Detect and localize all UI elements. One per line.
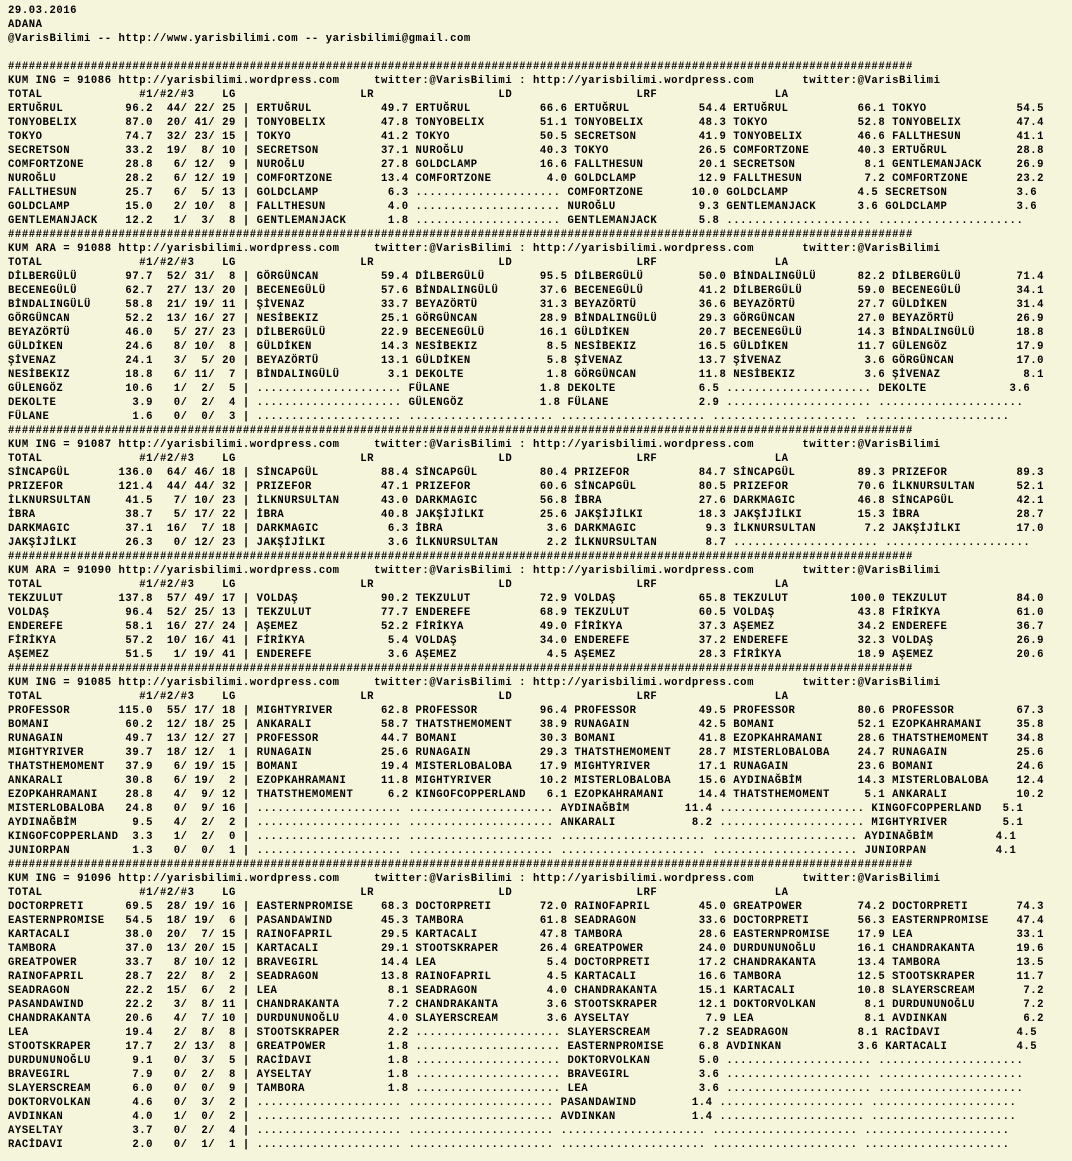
race-block [8,550,1072,662]
table-row: JAKŞİJİLKI 26.3 0/ 12/ 23 | JAKŞİJİLKI 3.6 İLKNURSULTAN 2.2 İLKNURSULTAN 8.7 ..................... ..................... [8,537,1031,549]
race-block [8,60,1072,228]
column-header: TOTAL #1/#2/#3 LG LR LD LRF LA [8,887,789,899]
table-row: TOKYO 74.7 32/ 23/ 15 | TOKYO 41.2 TOKYO 50.5 SECRETSON 41.9 TONYOBELIX 46.6 FALLTHESUN 41.1 [8,131,1045,143]
table-row: AYDINAĞBİM 9.5 4/ 2/ 2 | ..................... ..................... ANKARALI 8.2 ..................... MIGHTYRIVER 5.1 [8,817,1024,829]
column-header: TOTAL #1/#2/#3 LG LR LD LRF LA [8,579,789,591]
table-row: PROFESSOR 115.0 55/ 17/ 18 | MIGHTYRIVER 62.8 PROFESSOR 96.4 PROFESSOR 49.5 PROFESSOR 80.6 PROFESSOR 67.3 [8,705,1045,717]
header-contact: @VarisBilimi -- http://www.yarisbilimi.com -- yarisbilimi@gmail.com [8,33,471,45]
table-row: BOMANI 60.2 12/ 18/ 25 | ANKARALI 58.7 THATSTHEMOMENT 38.9 RUNAGAIN 42.5 BOMANI 52.1 EZOPKAHRAMANI 35.8 [8,719,1045,731]
column-header: TOTAL #1/#2/#3 LG LR LD LRF LA [8,691,789,703]
race-title: KUM ING = 91096 http://yarisbilimi.wordpress.com twitter:@VarisBilimi : http://yarisbilimi.wordpress.com twitter:@VarisBilimi [8,873,941,885]
table-row: DURDUNUNOĞLU 9.1 0/ 3/ 5 | RACİDAVI 1.8 ..................... DOKTORVOLKAN 5.0 ..................... ..................... [8,1055,1024,1067]
separator-line: ################################################################################################################################### [8,425,913,437]
table-row: SECRETSON 33.2 19/ 8/ 10 | SECRETSON 37.1 NUROĞLU 40.3 TOKYO 26.5 COMFORTZONE 40.3 ERTUĞRUL 28.8 [8,145,1045,157]
table-row: GREATPOWER 33.7 8/ 10/ 12 | BRAVEGIRL 14.4 LEA 5.4 DOCTORPRETI 17.2 CHANDRAKANTA 13.4 TAMBORA 13.5 [8,957,1045,969]
table-row: RAINOFAPRIL 28.7 22/ 8/ 2 | SEADRAGON 13.8 RAINOFAPRIL 4.5 KARTACALI 16.6 TAMBORA 12.5 STOOTSKRAPER 11.7 [8,971,1045,983]
header-city: ADANA [8,19,43,31]
table-row: EZOPKAHRAMANI 28.8 4/ 9/ 12 | THATSTHEMOMENT 6.2 KINGOFCOPPERLAND 6.1 EZOPKAHRAMANI 14.4 THATSTHEMOMENT 5.1 ANKARALI 10.2 [8,789,1045,801]
table-row: İLKNURSULTAN 41.5 7/ 10/ 23 | İLKNURSULTAN 43.0 DARKMAGIC 56.8 İBRA 27.6 DARKMAGIC 46.8 SİNCAPGÜL 42.1 [8,495,1045,507]
race-block [8,424,1072,550]
table-row: LEA 19.4 2/ 8/ 8 | STOOTSKRAPER 2.2 ..................... SLAYERSCREAM 7.2 SEADRAGON 8.1 RACİDAVI 4.5 [8,1027,1038,1039]
table-row: NESİBEKIZ 18.8 6/ 11/ 7 | BİNDALINGÜLÜ 3.1 DEKOLTE 1.8 GÖRGÜNCAN 11.8 NESİBEKIZ 3.6 ŞİVENAZ 8.1 [8,369,1045,381]
table-row: BİNDALINGÜLÜ 58.8 21/ 19/ 11 | ŞİVENAZ 33.7 BEYAZÖRTÜ 31.3 BEYAZÖRTÜ 36.6 BEYAZÖRTÜ 27.7 GÜLDİKEN 31.4 [8,299,1045,311]
table-row: FİRİKYA 57.2 10/ 16/ 41 | FİRİKYA 5.4 VOLDAŞ 34.0 ENDEREFE 37.2 ENDEREFE 32.3 VOLDAŞ 26.9 [8,635,1045,647]
race-title: KUM ARA = 91090 http://yarisbilimi.wordpress.com twitter:@VarisBilimi : http://yarisbilimi.wordpress.com twitter:@VarisBilimi [8,565,941,577]
table-row: DARKMAGIC 37.1 16/ 7/ 18 | DARKMAGIC 6.3 İBRA 3.6 DARKMAGIC 9.3 İLKNURSULTAN 7.2 JAKŞİJİLKI 17.0 [8,523,1045,535]
separator-line: ################################################################################################################################### [8,229,913,241]
race-title: KUM ARA = 91088 http://yarisbilimi.wordpress.com twitter:@VarisBilimi : http://yarisbilimi.wordpress.com twitter:@VarisBilimi [8,243,941,255]
table-row: THATSTHEMOMENT 37.9 6/ 19/ 15 | BOMANI 19.4 MISTERLOBALOBA 17.9 MIGHTYRIVER 17.1 RUNAGAIN 23.6 BOMANI 24.6 [8,761,1045,773]
table-row: SİNCAPGÜL 136.0 64/ 46/ 18 | SİNCAPGÜL 88.4 SİNCAPGÜL 80.4 PRIZEFOR 84.7 SİNCAPGÜL 89.3 PRIZEFOR 89.3 [8,467,1045,479]
table-row: ŞİVENAZ 24.1 3/ 5/ 20 | BEYAZÖRTÜ 13.1 GÜLDİKEN 5.8 ŞİVENAZ 13.7 ŞİVENAZ 3.6 GÖRGÜNCAN 17.0 [8,355,1045,367]
table-row: AYSELTAY 3.7 0/ 2/ 4 | ..................... ..................... ..................... ..................... ..................... [8,1125,1010,1137]
table-row: CHANDRAKANTA 20.6 4/ 7/ 10 | DURDUNUNOĞLU 4.0 SLAYERSCREAM 3.6 AYSELTAY 7.9 LEA 8.1 AVDINKAN 6.2 [8,1013,1045,1025]
table-row: SLAYERSCREAM 6.0 0/ 0/ 9 | TAMBORA 1.8 ..................... LEA 3.6 ..................... ..................... [8,1083,1024,1095]
table-row: EASTERNPROMISE 54.5 18/ 19/ 6 | PASANDAWIND 45.3 TAMBORA 61.8 SEADRAGON 33.6 DOCTORPRETI 56.3 EASTERNPROMISE 47.4 [8,915,1045,927]
race-title: KUM ING = 91086 http://yarisbilimi.wordpress.com twitter:@VarisBilimi : http://yarisbilimi.wordpress.com twitter:@VarisBilimi [8,75,941,87]
table-row: DİLBERGÜLÜ 97.7 52/ 31/ 8 | GÖRGÜNCAN 59.4 DİLBERGÜLÜ 95.5 DİLBERGÜLÜ 50.0 BİNDALINGÜLÜ 82.2 DİLBERGÜLÜ 71.4 [8,271,1045,283]
table-row: AŞEMEZ 51.5 1/ 19/ 41 | ENDEREFE 3.6 AŞEMEZ 4.5 AŞEMEZ 28.3 FİRİKYA 18.9 AŞEMEZ 20.6 [8,649,1045,661]
table-row: SEADRAGON 22.2 15/ 6/ 2 | LEA 8.1 SEADRAGON 4.0 CHANDRAKANTA 15.1 KARTACALI 10.8 SLAYERSCREAM 7.2 [8,985,1045,997]
table-row: BECENEGÜLÜ 62.7 27/ 13/ 20 | BECENEGÜLÜ 57.6 BİNDALINGÜLÜ 37.6 BECENEGÜLÜ 41.2 DİLBERGÜLÜ 59.0 BECENEGÜLÜ 34.1 [8,285,1045,297]
table-row: NUROĞLU 28.2 6/ 12/ 19 | COMFORTZONE 13.4 COMFORTZONE 4.0 GOLDCLAMP 12.9 FALLTHESUN 7.2 COMFORTZONE 23.2 [8,173,1045,185]
table-row: MIGHTYRIVER 39.7 18/ 12/ 1 | RUNAGAIN 25.6 RUNAGAIN 29.3 THATSTHEMOMENT 28.7 MISTERLOBALOBA 24.7 RUNAGAIN 25.6 [8,747,1045,759]
table-row: GOLDCLAMP 15.0 2/ 10/ 8 | FALLTHESUN 4.0 ..................... NUROĞLU 9.3 GENTLEMANJACK 3.6 GOLDCLAMP 3.6 [8,201,1038,213]
table-row: VOLDAŞ 96.4 52/ 25/ 13 | TEKZULUT 77.7 ENDEREFE 68.9 TEKZULUT 60.5 VOLDAŞ 43.8 FİRİKYA 61.0 [8,607,1045,619]
separator-line: ################################################################################################################################### [8,663,913,675]
table-row: DOKTORVOLKAN 4.6 0/ 3/ 2 | ..................... ..................... PASANDAWIND 1.4 ..................... ..................... [8,1097,1017,1109]
column-header: TOTAL #1/#2/#3 LG LR LD LRF LA [8,257,789,269]
race-block [8,662,1072,858]
table-row: FÜLANE 1.6 0/ 0/ 3 | ..................... ..................... ..................... ..................... ..................... [8,411,1010,423]
blank-line [8,46,1072,60]
table-row: BEYAZÖRTÜ 46.0 5/ 27/ 23 | DİLBERGÜLÜ 22.9 BECENEGÜLÜ 16.1 GÜLDİKEN 20.7 BECENEGÜLÜ 14.3 BİNDALINGÜLÜ 18.8 [8,327,1045,339]
table-row: GÜLDİKEN 24.6 8/ 10/ 8 | GÜLDİKEN 14.3 NESİBEKIZ 8.5 NESİBEKIZ 16.5 GÜLDİKEN 11.7 GÜLENGÖZ 17.9 [8,341,1045,353]
table-row: DEKOLTE 3.9 0/ 2/ 4 | ..................... GÜLENGÖZ 1.8 FÜLANE 2.9 ..................... ..................... [8,397,1024,409]
table-row: KARTACALI 38.0 20/ 7/ 15 | RAINOFAPRIL 29.5 KARTACALI 47.8 TAMBORA 28.6 EASTERNPROMISE 17.9 LEA 33.1 [8,929,1045,941]
table-row: BRAVEGIRL 7.9 0/ 2/ 8 | AYSELTAY 1.8 ..................... BRAVEGIRL 3.6 ..................... ..................... [8,1069,1024,1081]
table-row: ANKARALI 30.8 6/ 19/ 2 | EZOPKAHRAMANI 11.8 MIGHTYRIVER 10.2 MISTERLOBALOBA 15.6 AYDINAĞBİM 14.3 MISTERLOBALOBA 12.4 [8,775,1045,787]
separator-line: ################################################################################################################################### [8,61,913,73]
separator-line: ################################################################################################################################### [8,859,913,871]
column-header: TOTAL #1/#2/#3 LG LR LD LRF LA [8,453,789,465]
race-title: KUM ING = 91085 http://yarisbilimi.wordpress.com twitter:@VarisBilimi : http://yarisbilimi.wordpress.com twitter:@VarisBilimi [8,677,941,689]
table-row: GÜLENGÖZ 10.6 1/ 2/ 5 | ..................... FÜLANE 1.8 DEKOLTE 6.5 ..................... DEKOLTE 3.6 [8,383,1031,395]
race-title: KUM ING = 91087 http://yarisbilimi.wordpress.com twitter:@VarisBilimi : http://yarisbilimi.wordpress.com twitter:@VarisBilimi [8,439,941,451]
table-row: TONYOBELIX 87.0 20/ 41/ 29 | TONYOBELIX 47.8 TONYOBELIX 51.1 TONYOBELIX 48.3 TOKYO 52.8 TONYOBELIX 47.4 [8,117,1045,129]
table-row: TEKZULUT 137.8 57/ 49/ 17 | VOLDAŞ 90.2 TEKZULUT 72.9 VOLDAŞ 65.8 TEKZULUT 100.0 TEKZULUT 84.0 [8,593,1045,605]
header-date: 29.03.2016 [8,5,78,17]
table-row: GENTLEMANJACK 12.2 1/ 3/ 8 | GENTLEMANJACK 1.8 ..................... GENTLEMANJACK 5.8 ..................... ..................... [8,215,1024,227]
table-row: GÖRGÜNCAN 52.2 13/ 16/ 27 | NESİBEKIZ 25.1 GÖRGÜNCAN 28.9 BİNDALINGÜLÜ 29.3 GÖRGÜNCAN 27.0 BEYAZÖRTÜ 26.9 [8,313,1045,325]
table-row: KINGOFCOPPERLAND 3.3 1/ 2/ 0 | ..................... ..................... ..................... ..................... AYDINAĞBİM 4.1 [8,831,1017,843]
table-row: PRIZEFOR 121.4 44/ 44/ 32 | PRIZEFOR 47.1 PRIZEFOR 60.6 SİNCAPGÜL 80.5 PRIZEFOR 70.6 İLKNURSULTAN 52.1 [8,481,1045,493]
table-row: MISTERLOBALOBA 24.8 0/ 9/ 16 | ..................... ..................... AYDINAĞBİM 11.4 ..................... KINGOFCOPPERLAND 5.1 [8,803,1024,815]
table-row: TAMBORA 37.0 13/ 20/ 15 | KARTACALI 29.1 STOOTSKRAPER 26.4 GREATPOWER 24.0 DURDUNUNOĞLU 16.1 CHANDRAKANTA 19.6 [8,943,1045,955]
table-row: AVDINKAN 4.0 1/ 0/ 2 | ..................... ..................... AVDINKAN 1.4 ..................... ..................... [8,1111,1017,1123]
race-block [8,858,1072,1152]
table-row: DOCTORPRETI 69.5 28/ 19/ 16 | EASTERNPROMISE 68.3 DOCTORPRETI 72.0 RAINOFAPRIL 45.0 GREATPOWER 74.2 DOCTORPRETI 74.3 [8,901,1045,913]
table-row: ERTUĞRUL 96.2 44/ 22/ 25 | ERTUĞRUL 49.7 ERTUĞRUL 66.6 ERTUĞRUL 54.4 ERTUĞRUL 66.1 TOKYO 54.5 [8,103,1045,115]
column-header: TOTAL #1/#2/#3 LG LR LD LRF LA [8,89,789,101]
table-row: COMFORTZONE 28.8 6/ 12/ 9 | NUROĞLU 27.8 GOLDCLAMP 16.6 FALLTHESUN 20.1 SECRETSON 8.1 GENTLEMANJACK 26.9 [8,159,1045,171]
table-row: FALLTHESUN 25.7 6/ 5/ 13 | GOLDCLAMP 6.3 ..................... COMFORTZONE 10.0 GOLDCLAMP 4.5 SECRETSON 3.6 [8,187,1038,199]
race-list [8,60,1072,1152]
table-row: ENDEREFE 58.1 16/ 27/ 24 | AŞEMEZ 52.2 FİRİKYA 49.0 FİRİKYA 37.3 AŞEMEZ 34.2 ENDEREFE 36.7 [8,621,1045,633]
table-row: İBRA 38.7 5/ 17/ 22 | İBRA 40.8 JAKŞİJİLKI 25.6 JAKŞİJİLKI 18.3 JAKŞİJİLKI 15.3 İBRA 28.7 [8,509,1045,521]
table-row: RUNAGAIN 49.7 13/ 12/ 27 | PROFESSOR 44.7 BOMANI 30.3 BOMANI 41.8 EZOPKAHRAMANI 28.6 THATSTHEMOMENT 34.8 [8,733,1045,745]
table-row: STOOTSKRAPER 17.7 2/ 13/ 8 | GREATPOWER 1.8 ..................... EASTERNPROMISE 6.8 AVDINKAN 3.6 KARTACALI 4.5 [8,1041,1038,1053]
table-row: RACİDAVI 2.0 0/ 1/ 1 | ..................... ..................... ..................... ..................... ..................... [8,1139,1010,1151]
table-row: PASANDAWIND 22.2 3/ 8/ 11 | CHANDRAKANTA 7.2 CHANDRAKANTA 3.6 STOOTSKRAPER 12.1 DOKTORVOLKAN 8.1 DURDUNUNOĞLU 7.2 [8,999,1045,1011]
table-row: JUNIORPAN 1.3 0/ 0/ 1 | ..................... ..................... ..................... ..................... JUNIORPAN 4.1 [8,845,1017,857]
separator-line: ################################################################################################################################### [8,551,913,563]
race-block [8,228,1072,424]
